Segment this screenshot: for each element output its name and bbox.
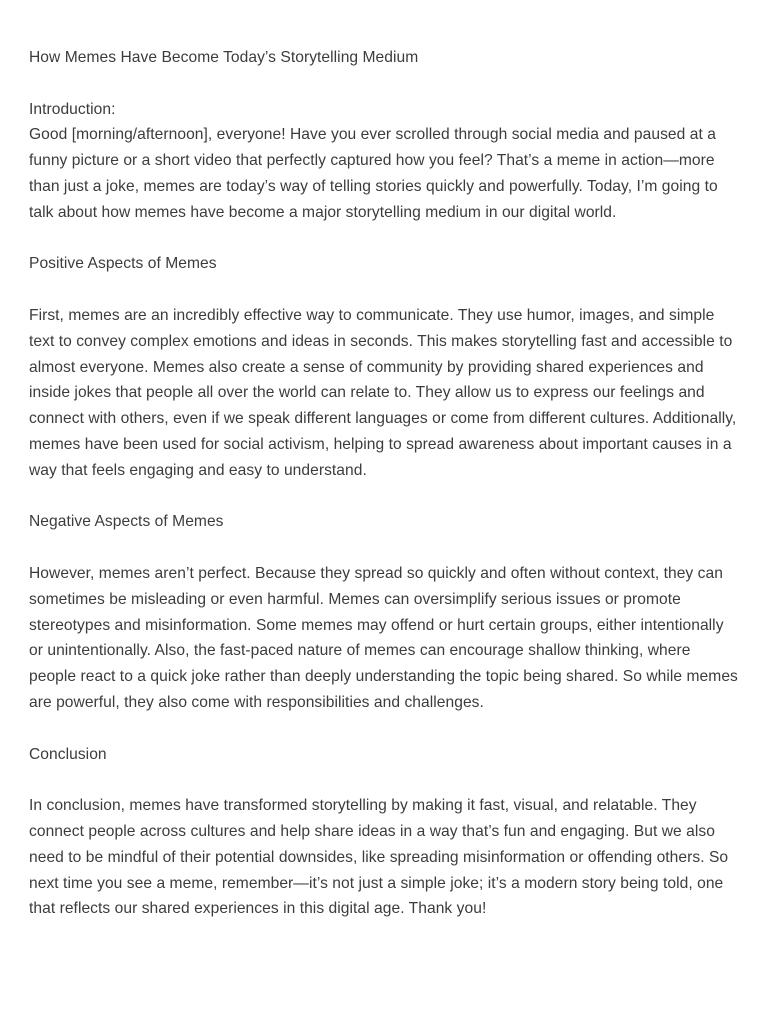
positive-aspects-heading: Positive Aspects of Memes: [29, 255, 217, 273]
introduction-label: Introduction:: [29, 100, 116, 118]
negative-aspects-paragraph: However, memes aren’t perfect. Because they spread so quickly and often without context, they can sometimes be misleading or even harmful. Memes can oversimplify serious issues or promote stereotypes and misinformation. Some memes may offend or hurt certain groups, either intentionally or unintentionally. Also, the fast-paced nature of memes can encourage shallow thinking, where people react to a quick joke rather than deeply understanding the topic being shared. So while memes are powerful, they also come with responsibilities and challenges.: [29, 564, 738, 711]
negative-aspects-heading: Negative Aspects of Memes: [29, 513, 224, 531]
introduction-paragraph: Good [morning/afternoon], everyone! Have you ever scrolled through social media and paused at a funny picture or a short video that perfectly captured how you feel? That’s a meme in action—more than just a joke, memes are today’s way of telling stories quickly and powerfully. Today, I’m going to talk about how memes have become a major storytelling medium in our digital world.: [29, 126, 718, 221]
document-title: How Memes Have Become Today’s Storytelling Medium: [29, 49, 419, 66]
positive-aspects-paragraph: First, memes are an incredibly effective way to communicate. They use humor, images, and simple text to convey complex emotions and ideas in seconds. This makes storytelling fast and accessible to almost everyone. Memes also create a sense of community by providing shared experiences and inside jokes that people all over the world can relate to. They allow us to express our feelings and connect with others, even if we speak different languages or come from different cultures. Additionally, memes have been used for social activism, helping to spread awareness about important causes in a way that feels engaging and easy to understand.: [29, 306, 737, 479]
conclusion-paragraph: In conclusion, memes have transformed storytelling by making it fast, visual, and relatable. They connect people across cultures and help share ideas in a way that’s fun and engaging. But we also need to be mindful of their potential downsides, like spreading misinformation or offending others. So next time you see a meme, remember—it’s not just a simple joke; it’s a modern story being told, one that reflects our shared experiences in this digital age. Thank you!: [29, 797, 729, 918]
document-body: [29, 45, 741, 948]
conclusion-heading: Conclusion: [29, 745, 107, 763]
